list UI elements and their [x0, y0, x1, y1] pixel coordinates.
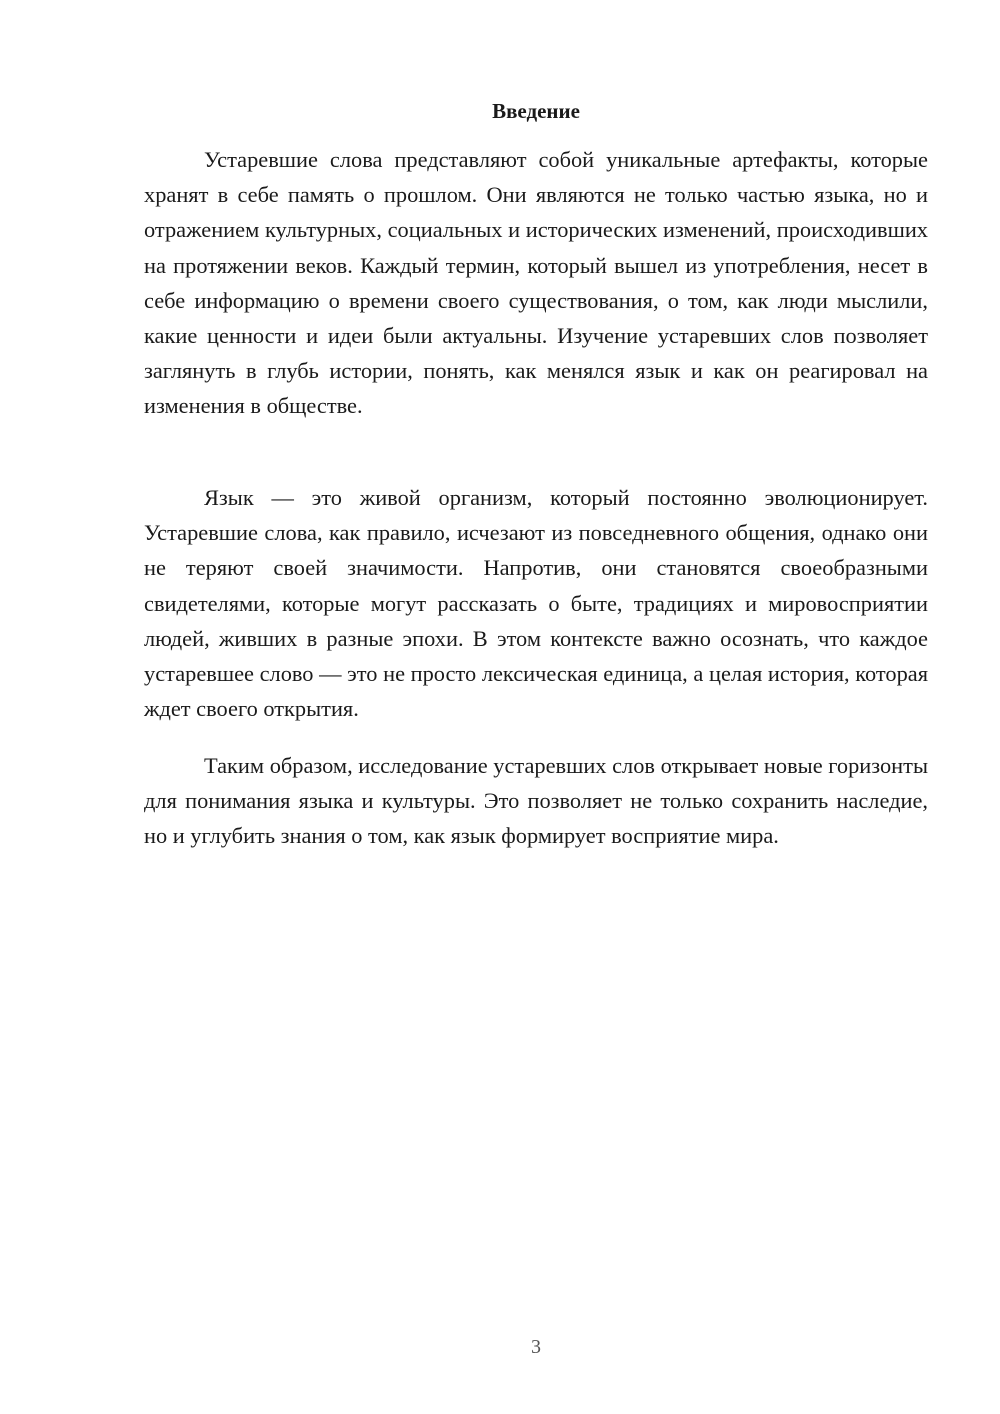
paragraph-1: Устаревшие слова представляют собой уникальные артефакты, которые хранят в себе память о прошлом. Они являются не только частью языка, но и отражением культурных, социальных и исторических изменений, происходивших на протяжении веков. Каждый термин, который вышел из употребления, несет в себе информацию о времени своего существования, о том, как люди мыслили, какие ценности и идеи были актуальны. Изучение устаревших слов позволяет заглянуть в глубь истории, понять, как менялся язык и как он реагировал на изменения в обществе. — [144, 147, 928, 419]
paragraph-3: Таким образом, исследование устаревших слов открывает новые горизонты для понимания языка и культуры. Это позволяет не только сохранить наследие, но и углубить знания о том, как язык формирует восприятие мира. — [144, 753, 928, 849]
page-number: 3 — [531, 1336, 541, 1358]
paragraph-2: Язык — это живой организм, который постоянно эволюционирует. Устаревшие слова, как правило, исчезают из повседневного общения, однако они не теряют своей значимости. Напротив, они становятся своеобразными свидетелями, которые могут рассказать о быте, традициях и мировосприятии людей, живших в разные эпохи. В этом контексте важно осознать, что каждое устаревшее слово — это не просто лексическая единица, а целая история, которая ждет своего открытия. — [144, 485, 928, 722]
section-heading: Введение — [492, 99, 580, 123]
